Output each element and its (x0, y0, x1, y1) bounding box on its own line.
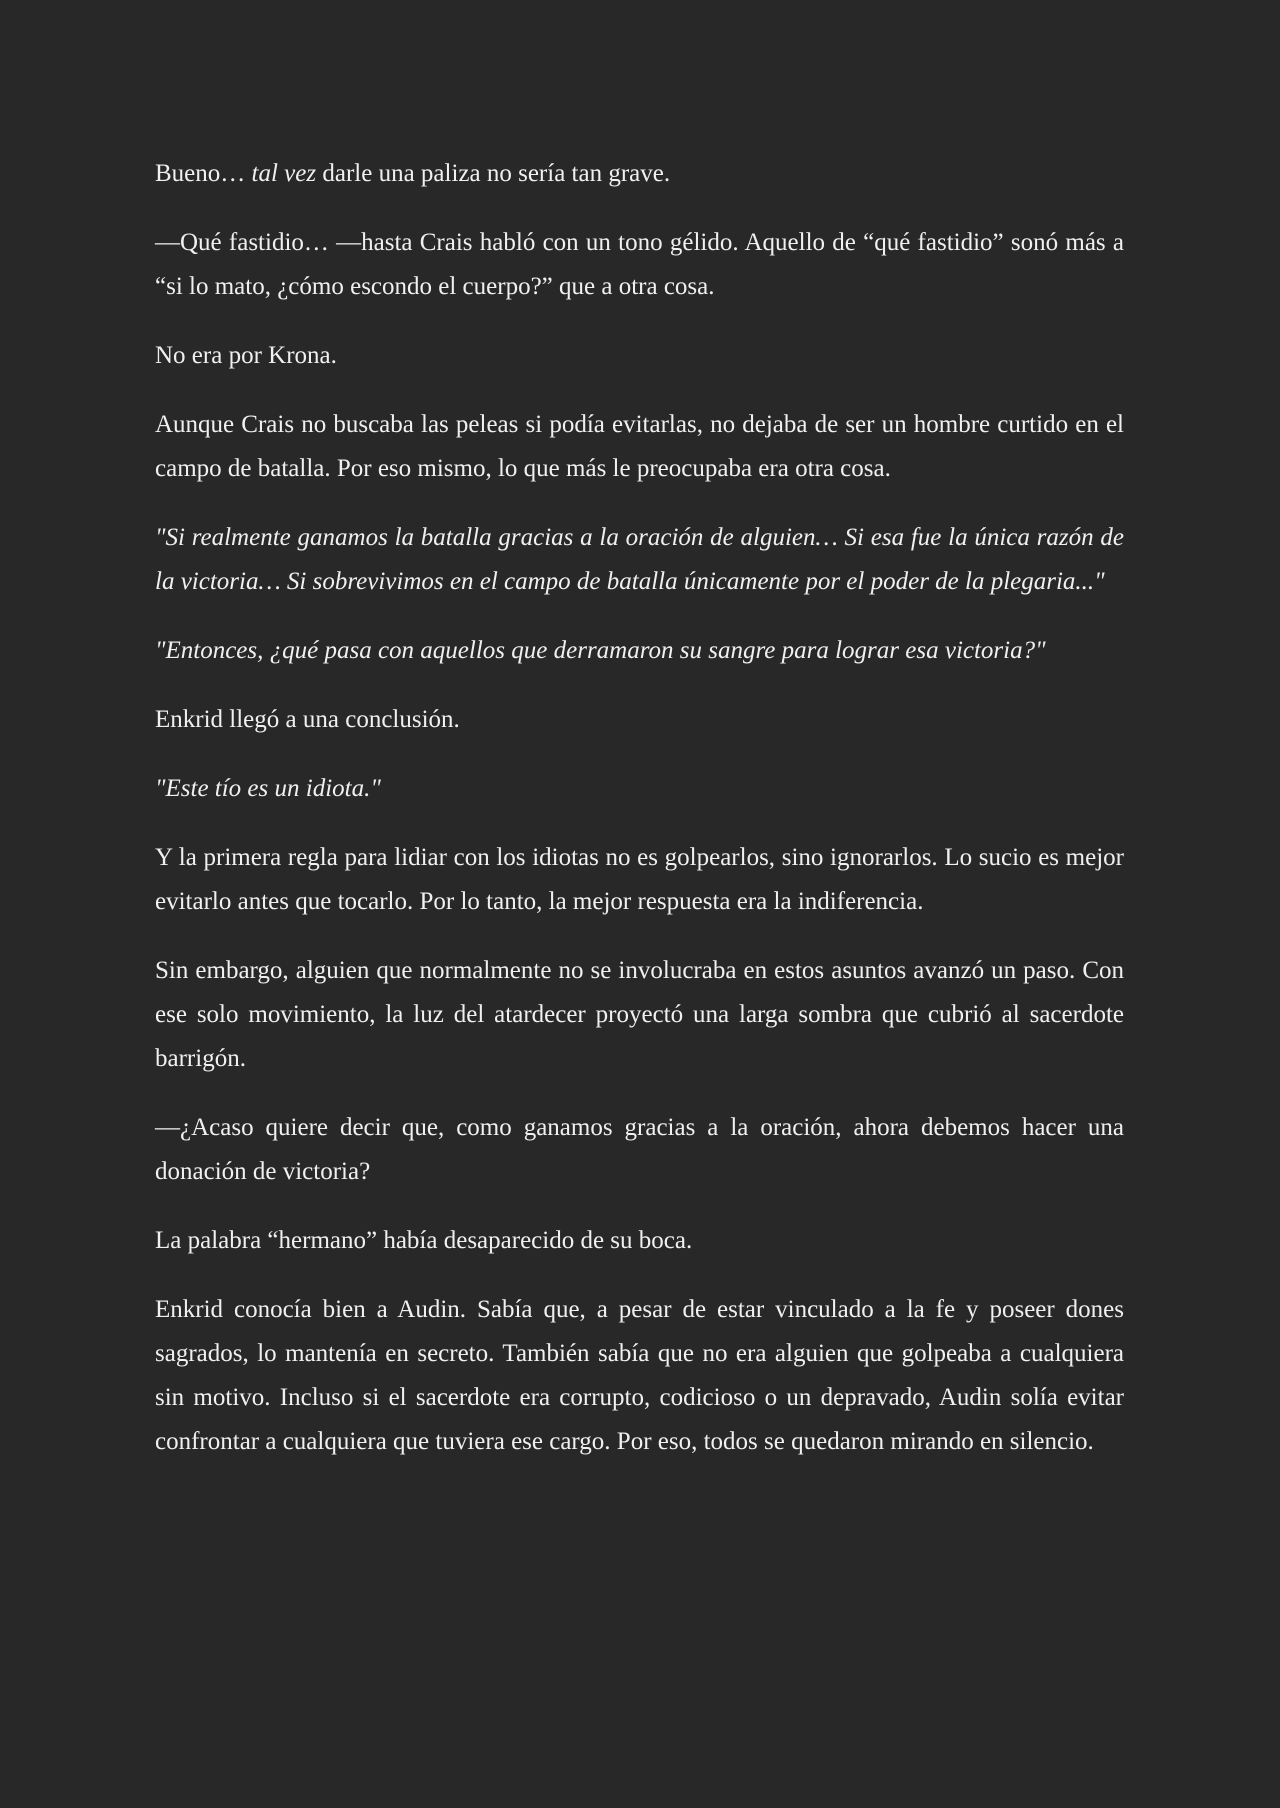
paragraph-13: Enkrid conocía bien a Audin. Sabía que, a pesar de estar vinculado a la fe y poseer dones sagrados, lo mantenía en secreto. También sabía que no era alguien que golpeaba a cualquiera sin motivo. Incluso si el sacerdote era corrupto, codicioso o un depravado, Audin solía evitar confrontar a cualquiera que tuviera ese cargo. Por eso, todos se quedaron mirando en silencio. (155, 1296, 1124, 1455)
paragraph-1 (155, 152, 1124, 196)
paragraph-6: "Entonces, ¿qué pasa con aquellos que derramaron su sangre para lograr esa victoria?" (155, 637, 1046, 664)
paragraph-1-start: Bueno… (155, 160, 252, 187)
paragraph-11: —¿Acaso quiere decir que, como ganamos gracias a la oración, ahora debemos hacer una donación de victoria? (155, 1114, 1124, 1185)
paragraph-1-emphasis: tal vez (251, 160, 317, 187)
paragraph-12: La palabra “hermano” había desaparecido de su boca. (155, 1227, 693, 1254)
paragraph-5: "Si realmente ganamos la batalla gracias a la oración de alguien… Si esa fue la única razón de la victoria… Si sobrevivimos en el campo de batalla únicamente por el poder de la plegaria..." (155, 524, 1124, 595)
paragraph-8: "Este tío es un idiota." (155, 775, 381, 802)
paragraph-9: Y la primera regla para lidiar con los idiotas no es golpearlos, sino ignorarlos. Lo sucio es mejor evitarlo antes que tocarlo. Por lo tanto, la mejor respuesta era la indiferencia. (155, 844, 1124, 915)
paragraph-10: Sin embargo, alguien que normalmente no se involucraba en estos asuntos avanzó un paso. Con ese solo movimiento, la luz del atardecer proyectó una larga sombra que cubrió al sacerdote barrigón. (155, 957, 1124, 1072)
paragraph-7: Enkrid llegó a una conclusión. (155, 706, 460, 733)
paragraph-4: Aunque Crais no buscaba las peleas si podía evitarlas, no dejaba de ser un hombre curtido en el campo de batalla. Por eso mismo, lo que más le preocupaba era otra cosa. (155, 411, 1124, 482)
paragraph-3: No era por Krona. (155, 342, 337, 369)
document-body (155, 152, 1124, 1489)
paragraph-1-end: darle una paliza no sería tan grave. (316, 160, 671, 187)
paragraph-2: —Qué fastidio… —hasta Crais habló con un tono gélido. Aquello de “qué fastidio” sonó más a “si lo mato, ¿cómo escondo el cuerpo?” que a otra cosa. (155, 229, 1124, 300)
